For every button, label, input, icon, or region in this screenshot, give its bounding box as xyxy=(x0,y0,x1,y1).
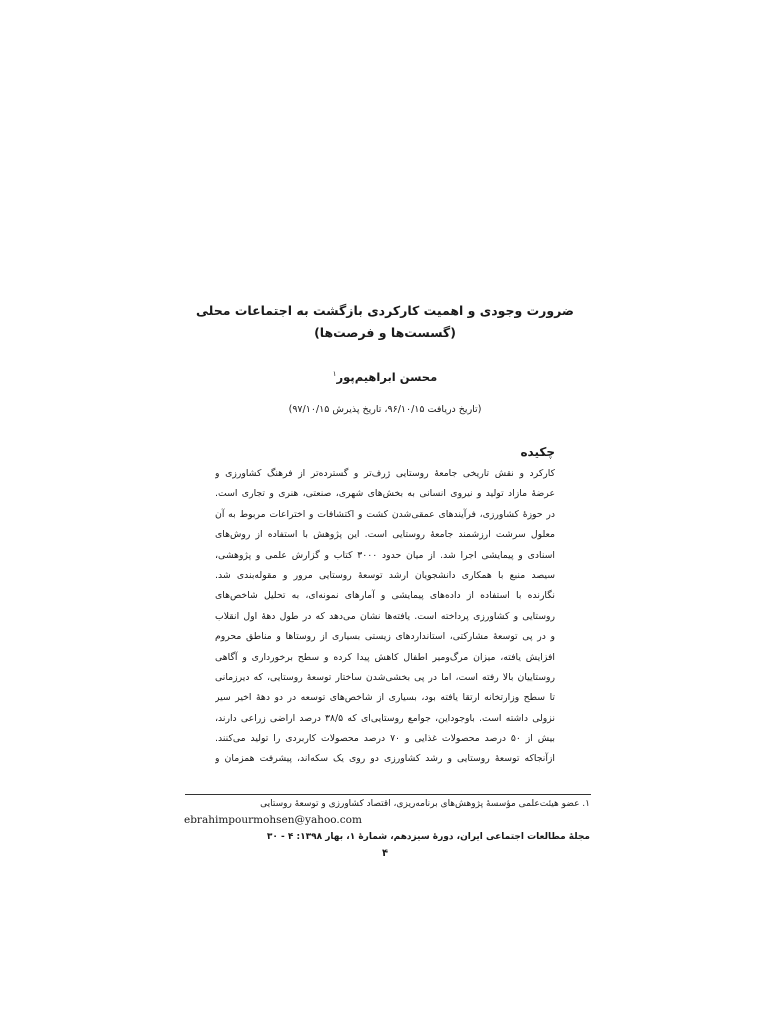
abstract-line: ازآنجاکه توسعهٔ روستایی و رشد کشاورزی دو روی یک سکه‌اند، پیشرفت همزمان و xyxy=(215,753,555,765)
abstract-body xyxy=(215,464,555,770)
footnote-divider xyxy=(185,794,591,795)
author-line xyxy=(180,370,590,384)
paper-title: ضرورت وجودی و اهمیت کارکردی بازگشت به اجتماعات محلی xyxy=(195,303,575,318)
abstract-heading: چکیده xyxy=(520,445,555,459)
paper-subtitle: (گسست‌ها و فرصت‌ها) xyxy=(314,325,456,340)
abstract-line: و در پی توسعهٔ مشارکتی، استانداردهای زیستی بسیاری از روستاها و مناطق محروم xyxy=(215,631,555,643)
author-email-link[interactable]: ebrahimpourmohsen@yahoo.com xyxy=(184,814,362,826)
abstract-line: عرضهٔ مازاد تولید و نیروی انسانی به بخش‌های شهری، صنعتی، هنری و تجاری است. xyxy=(215,488,555,500)
abstract-line: کارکرد و نقش تاریخی جامعهٔ روستایی ژرف‌تر و گسترده‌تر از فرهنگ کشاورزی و xyxy=(215,468,555,479)
abstract-line: نگارنده با استفاده از داده‌های پیمایشی و آمارهای نمونه‌ای، به تحلیل شاخص‌های xyxy=(215,590,555,602)
abstract-line: بیش از ۵۰ درصد محصولات غذایی و ۷۰ درصد محصولات کاربردی را تولید می‌کنند. xyxy=(215,733,555,745)
author-affiliation-footnote: ۱. عضو هیئت‌علمی مؤسسهٔ پژوهش‌های برنامه‌ریزی، اقتصاد کشاورزی و توسعهٔ روستایی xyxy=(260,799,590,809)
abstract-line: در حوزهٔ کشاورزی، فرآیندهای عمقی‌شدن کشت و اکتشافات و اختراعات مربوط به آن xyxy=(215,508,555,520)
received-accepted-dates: (تاریخ دریافت ۹۶/۱۰/۱۵، تاریخ پذیرش ۹۷/۱۰/۱۵) xyxy=(288,404,482,415)
abstract-line: روستاییان بالا رفته است، اما در پی بخشی‌شدن ساختار توسعهٔ روستایی، که دیرزمانی xyxy=(215,671,555,683)
abstract-line: اسنادی و پیمایشی اجرا شد. از میان حدود ۳۰۰۰ کتاب و گزارش علمی و پژوهشی، xyxy=(215,549,555,561)
author-footnote-mark: ۱ xyxy=(332,370,337,379)
journal-citation: مجلهٔ مطالعات اجتماعی ایران، دورهٔ سیزدهم، شمارهٔ ۱، بهار ۱۳۹۸: ۴ - ۳۰ xyxy=(266,832,590,842)
author-name: محسن ابراهیم‌پور xyxy=(336,370,438,384)
abstract-line: افزایش یافته، میزان مرگ‌ومیر اطفال کاهش پیدا کرده و سطح برخورداری و آگاهی xyxy=(215,651,555,663)
abstract-line: تا سطح وزارتخانه ارتقا یافته بود، بسیاری از شاخص‌های توسعه در دو دههٔ اخیر سیر xyxy=(215,692,555,704)
abstract-line: معلول سرشت ارزشمند جامعهٔ روستایی است. این پژوهش با استفاده از روش‌های xyxy=(215,529,555,541)
abstract-line: نزولی داشته است. باوجوداین، جوامع روستایی‌ای که ۳۸/۵ درصد اراضی زراعی دارند، xyxy=(215,712,555,724)
page-number: ۴ xyxy=(381,848,389,859)
abstract-line: روستایی و کشاورزی پرداخته است. یافته‌ها نشان می‌دهد که در طول دههٔ اول انقلاب xyxy=(215,610,555,622)
abstract-line: سیصد منبع با همکاری دانشجویان ارشد توسعهٔ روستایی مرور و مقوله‌بندی شد. xyxy=(215,569,555,581)
